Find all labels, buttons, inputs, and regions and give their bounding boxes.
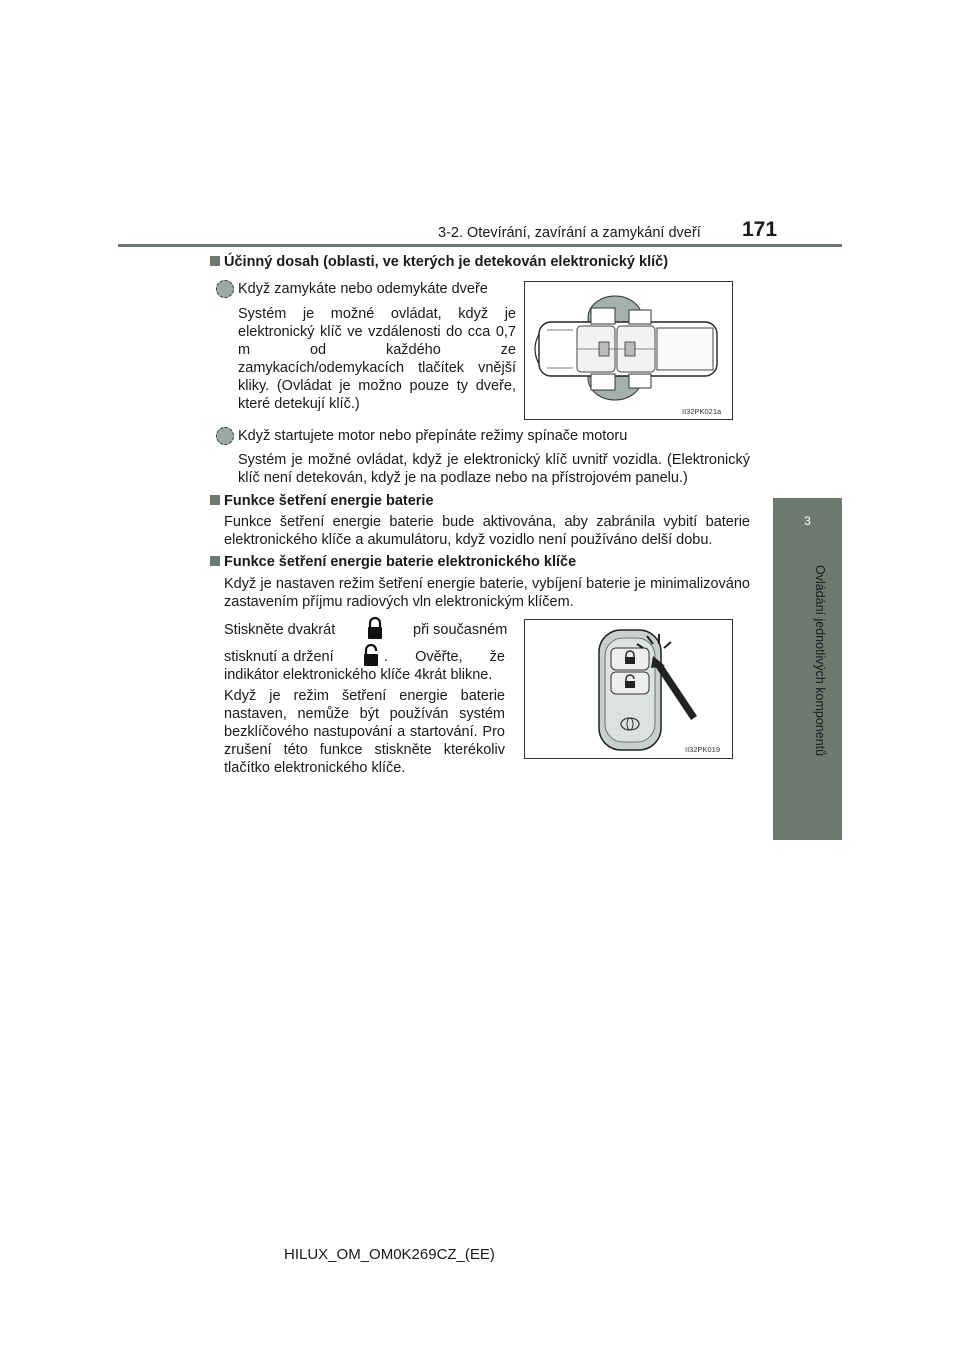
lock-icon xyxy=(366,616,384,645)
section3-text: Když je nastaven režim šetření energie baterie, vybíjení baterie je minimalizováno zastavením příjmu radiových vln elektronickým klíčem. xyxy=(224,576,750,610)
header-rule xyxy=(118,244,842,247)
item1-label: Když zamykáte nebo odemykáte dveře xyxy=(238,281,488,297)
section-title: 3-2. Otevírání, zavírání a zamykání dveří xyxy=(438,225,701,241)
chapter-number: 3 xyxy=(804,514,811,528)
instr-part5: Když je režim šetření energie baterie nastaven, nemůže být používán systém bezklíčového nastupování a startování. Pro zrušení této funkce stiskněte kterékoliv tlačítko elektronického klíče. xyxy=(224,688,505,776)
footer-code: HILUX_OM_OM0K269CZ_(EE) xyxy=(284,1246,495,1263)
item2-text: Systém je možné ovládat, když je elektronický klíč uvnitř vozidla. (Elektronický klíč není detekován, když je na podlaze nebo na přístrojovém panelu.) xyxy=(238,452,750,486)
instr-part4: . Ověřte, že indikátor elektronického klíče 4krát blikne. xyxy=(224,649,505,683)
page-number: 171 xyxy=(742,218,778,241)
section2-heading-text: Funkce šetření energie baterie xyxy=(224,493,434,509)
key-figure xyxy=(524,619,733,759)
electronic-key-illustration xyxy=(525,620,732,758)
instr-part3: stisknutí a držení xyxy=(224,649,334,665)
instr-part2: při současném xyxy=(413,622,508,638)
car-range-figure xyxy=(524,281,733,420)
section1-heading xyxy=(210,254,668,270)
section2-text: Funkce šetření energie baterie bude aktivována, aby zabránila vybití baterie elektronického klíče a akumulátoru, když vozidlo není používáno delší dobu. xyxy=(224,514,750,548)
item2-label: Když startujete motor nebo přepínáte režimy spínače motoru xyxy=(238,428,628,444)
figure1-code: II32PK021a xyxy=(682,407,722,416)
chapter-strip xyxy=(773,558,842,840)
step-circle-icon xyxy=(216,427,234,445)
chapter-title: Ovládání jednotlivých komponentů xyxy=(813,565,827,757)
car-topview-illustration xyxy=(525,282,732,419)
bullet-square-icon xyxy=(210,556,220,566)
section1-heading-text: Účinný dosah (oblasti, ve kterých je detekován elektronický klíč) xyxy=(224,254,669,270)
bullet-square-icon xyxy=(210,495,220,505)
item1-text: Systém je možné ovládat, když je elektronický klíč ve vzdálenosti do cca 0,7 m od každého ze zamykacích/odemykacích tlačítek vnější kliky. (Ovládat je možno pouze ty dveře, které detekují klíč.) xyxy=(238,306,516,412)
bullet-square-icon xyxy=(210,256,220,266)
section3-heading xyxy=(210,554,576,570)
step-circle-icon xyxy=(216,280,234,298)
figure2-code: II32PK019 xyxy=(685,745,721,754)
section2-heading xyxy=(210,493,434,509)
chapter-tab xyxy=(773,498,842,558)
section3-heading-text: Funkce šetření energie baterie elektronického klíče xyxy=(224,554,577,570)
instr-part1: Stiskněte dvakrát xyxy=(224,622,336,638)
